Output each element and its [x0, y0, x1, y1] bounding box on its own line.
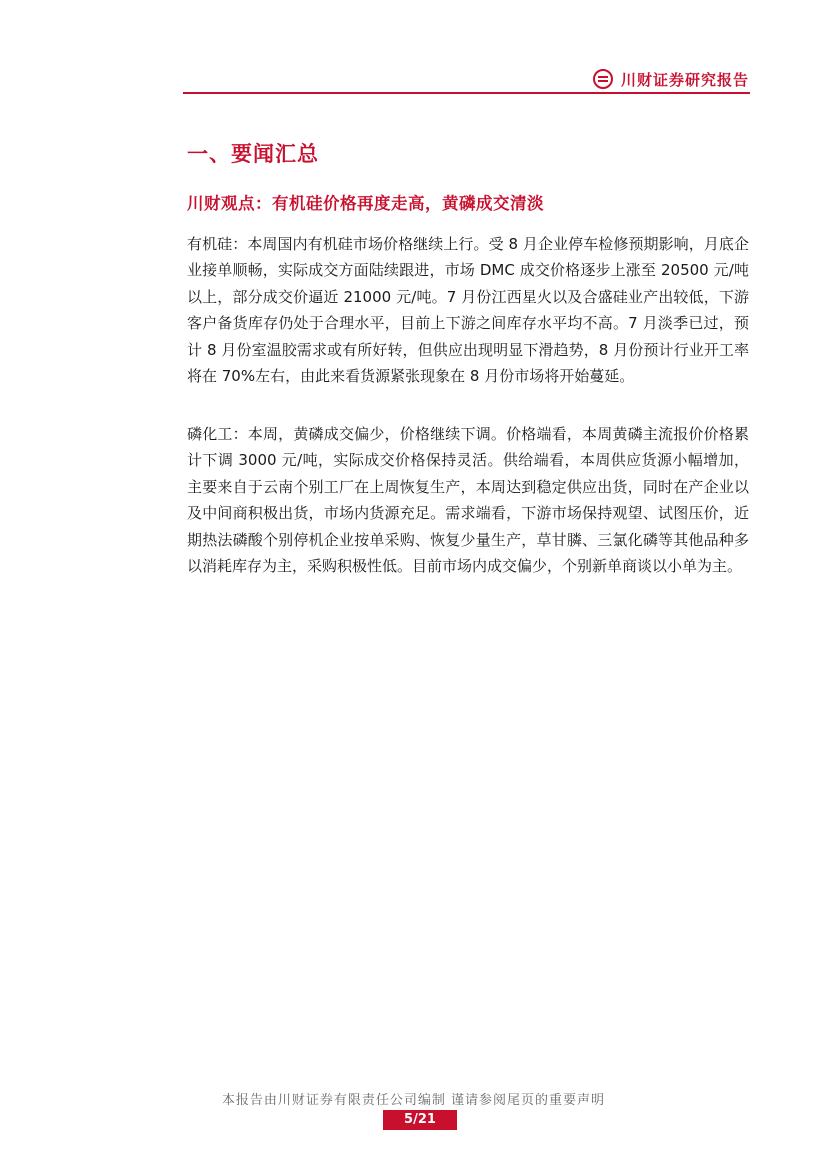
paragraph-phosphorus: 磷化工：本周，黄磷成交偏少，价格继续下调。价格端看，本周黄磷主流报价价格累计下调 3000 元/吨，实际成交价格保持灵活。供给端看，本周供应货源小幅增加，主要来自于云南个别工厂在上周恢复生产，本周达到稳定供应出货，同时在产企业以及中间商积极出货，市场内货源充足。需求端看，下游市场保持观望、试图压价，近期热法磷酸个别停机企业按单采购、恢复少量生产，草甘膦、三氯化磷等其他品种多以消耗库存为主，采购积极性低。目前市场内成交偏少，个别新单商谈以小单为主。 [187, 425, 749, 576]
page-number: 5/21 [383, 1110, 457, 1130]
page-header [183, 64, 749, 92]
brand-name: 川财证券研究报告 [620, 70, 749, 89]
section-title: 一、要闻汇总 [187, 142, 319, 166]
section-subtitle: 川财观点：有机硅价格再度走高，黄磷成交清淡 [187, 194, 544, 213]
header-divider [183, 92, 750, 94]
paragraph-silicone: 有机硅：本周国内有机硅市场价格继续上行。受 8 月企业停车检修预期影响，月底企业接单顺畅，实际成交方面陆续跟进，市场 DMC 成交价格逐步上涨至 20500 元/吨以上，部分成交价逼近 21000 元/吨。7 月份江西星火以及合盛硅业产出较低，下游客户备货库存仍处于合理水平，目前上下游之间库存水平均不高。7 月淡季已过，预计 8 月份室温胶需求或有所好转，但供应出现明显下滑趋势，8 月份预计行业开工率将在 70%左右，由此来看货源紧张现象在 8 月份市场将开始蔓延。 [187, 235, 749, 386]
footer-disclaimer: 本报告由川财证券有限责任公司编制 谨请参阅尾页的重要声明 [221, 1093, 606, 1108]
company-logo-icon [593, 69, 613, 89]
header-brand [593, 68, 749, 90]
